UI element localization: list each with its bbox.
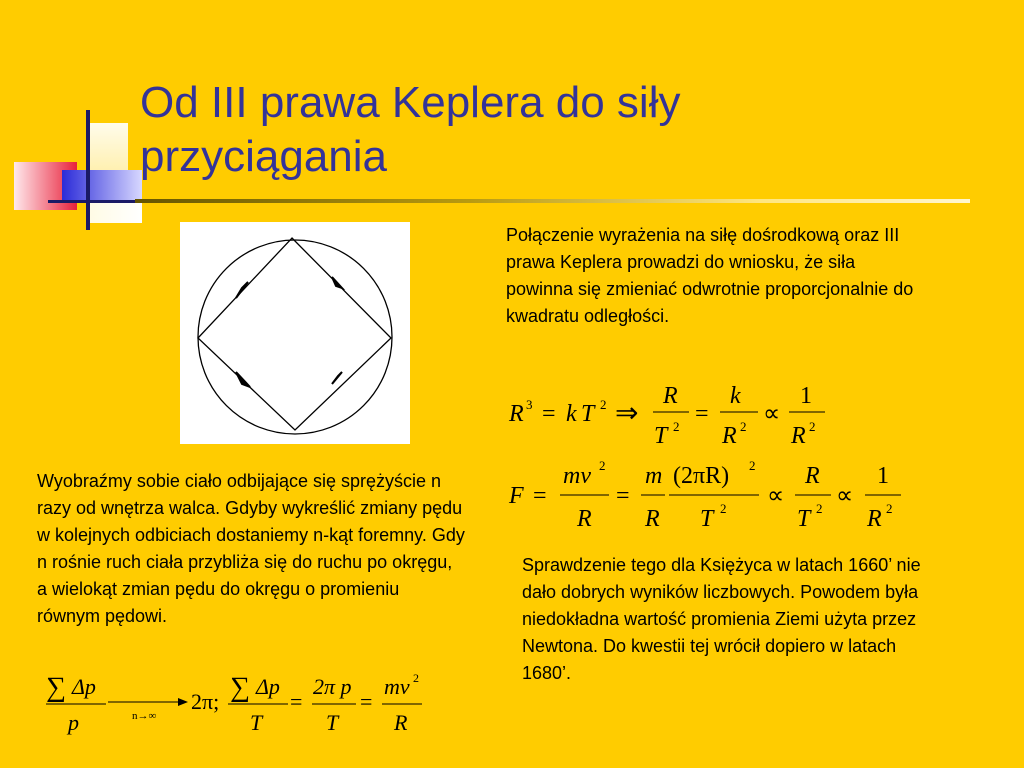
force-frac3-den-exp: 2 — [720, 501, 727, 516]
mom-eq1: = — [290, 689, 303, 714]
force-frac3-num: (2πR) — [673, 463, 730, 489]
kepler-eq2: = — [695, 401, 709, 427]
force-frac4-den-exp: 2 — [816, 501, 823, 516]
mom-eq2: = — [360, 689, 373, 714]
kepler-T-exp: 2 — [600, 397, 607, 412]
force-frac1-num: mv — [563, 463, 591, 489]
left-paragraph: Wyobraźmy sobie ciało odbijające się sprężyście n razy od wnętrza walca. Gdyby wykreślić zmiany pędu w kolejnych odbiciach dostaniemy n-kąt foremny. Gdy n rośnie ruch ciała przybliża się do ruchu po okręgu, a wielokąt zmian pędu do okręgu o promieniu równym pędowi. — [37, 471, 465, 626]
momentum-formula — [40, 662, 440, 742]
force-formula — [505, 455, 915, 540]
force-frac5-num: 1 — [877, 463, 889, 489]
page-title — [140, 76, 1000, 184]
force-frac5-den: R — [867, 506, 882, 532]
force-frac1-exp: 2 — [599, 458, 606, 473]
decorative-squares — [10, 105, 150, 230]
title-divider — [135, 199, 970, 203]
kepler-frac2-den: R — [722, 423, 737, 449]
mom-dp2: Δp — [256, 674, 280, 699]
force-frac4-num: R — [805, 463, 820, 489]
force-frac3-den: T — [700, 506, 714, 532]
kepler-frac3-den: R — [791, 423, 806, 449]
deco-cream-square-top — [90, 123, 128, 171]
title-line-2: przyciągania — [140, 132, 388, 181]
mom-T1: T — [250, 710, 263, 735]
deco-cream-square-bottom — [90, 200, 142, 223]
bottom-right-paragraph: Sprawdzenie tego dla Księżyca w latach 1660’ nie dało dobrych wyników liczbowych. Powodem była niedokładna wartość promienia Ziemi użyta przez Newtona. Do kwestii tej wrócił dopiero w latach 1680’. — [522, 555, 921, 683]
kepler-T: T — [581, 401, 595, 427]
force-frac2-num: m — [645, 463, 663, 489]
mom-p1: p — [68, 710, 79, 735]
force-prop2: ∝ — [836, 483, 854, 509]
deco-horizontal-bar — [48, 200, 142, 203]
kepler-frac3-exp: 2 — [809, 419, 816, 434]
mom-limit: n→∞ — [132, 710, 157, 722]
kepler-prop: ∝ — [763, 401, 781, 427]
mom-dp1: Δp — [72, 674, 96, 699]
kepler-frac1-den: T — [654, 423, 668, 449]
kepler-formula — [505, 375, 835, 455]
diagram-background — [180, 222, 410, 444]
kepler-frac2-exp: 2 — [740, 419, 747, 434]
force-eq1: = — [533, 483, 547, 509]
mom-twopi: 2π; — [191, 689, 220, 714]
kepler-implies: ⇒ — [615, 398, 639, 429]
mom-mv-exp: 2 — [413, 671, 419, 685]
force-frac1-den: R — [577, 506, 592, 532]
mom-sum2: ∑ — [230, 672, 250, 703]
force-frac2-den: R — [645, 506, 660, 532]
deco-vertical-bar — [86, 110, 90, 230]
kepler-frac3-num: 1 — [800, 383, 812, 409]
right-paragraph: Połączenie wyrażenia na siłę dośrodkową oraz III prawa Keplera prowadzi do wniosku, że siła powinna się zmieniać odwrotnie proporcjonalnie do kwadratu odległości. — [506, 225, 914, 326]
kepler-frac1-num: R — [663, 383, 678, 409]
force-eq2: = — [616, 483, 630, 509]
mom-sum1: ∑ — [46, 672, 66, 703]
mom-mv: mv — [384, 674, 410, 699]
kepler-R: R — [509, 401, 524, 427]
kepler-exp3: 3 — [526, 397, 533, 412]
kepler-eq1: = — [542, 401, 556, 427]
deco-blue-square — [62, 170, 142, 200]
mom-R: R — [394, 710, 408, 735]
kepler-frac1-exp: 2 — [673, 419, 680, 434]
force-frac4-den: T — [797, 506, 811, 532]
kepler-frac2-num: k — [730, 383, 741, 409]
force-F: F — [509, 483, 524, 509]
kepler-k: k — [566, 401, 577, 427]
title-line-1: Od III prawa Keplera do siły — [140, 78, 681, 127]
force-frac5-den-exp: 2 — [886, 501, 893, 516]
mom-twopip: 2π p — [313, 674, 352, 699]
force-prop1: ∝ — [767, 483, 785, 509]
force-frac3-exp: 2 — [749, 458, 756, 473]
mom-T2: T — [326, 710, 339, 735]
momentum-polygon-diagram — [180, 222, 410, 444]
